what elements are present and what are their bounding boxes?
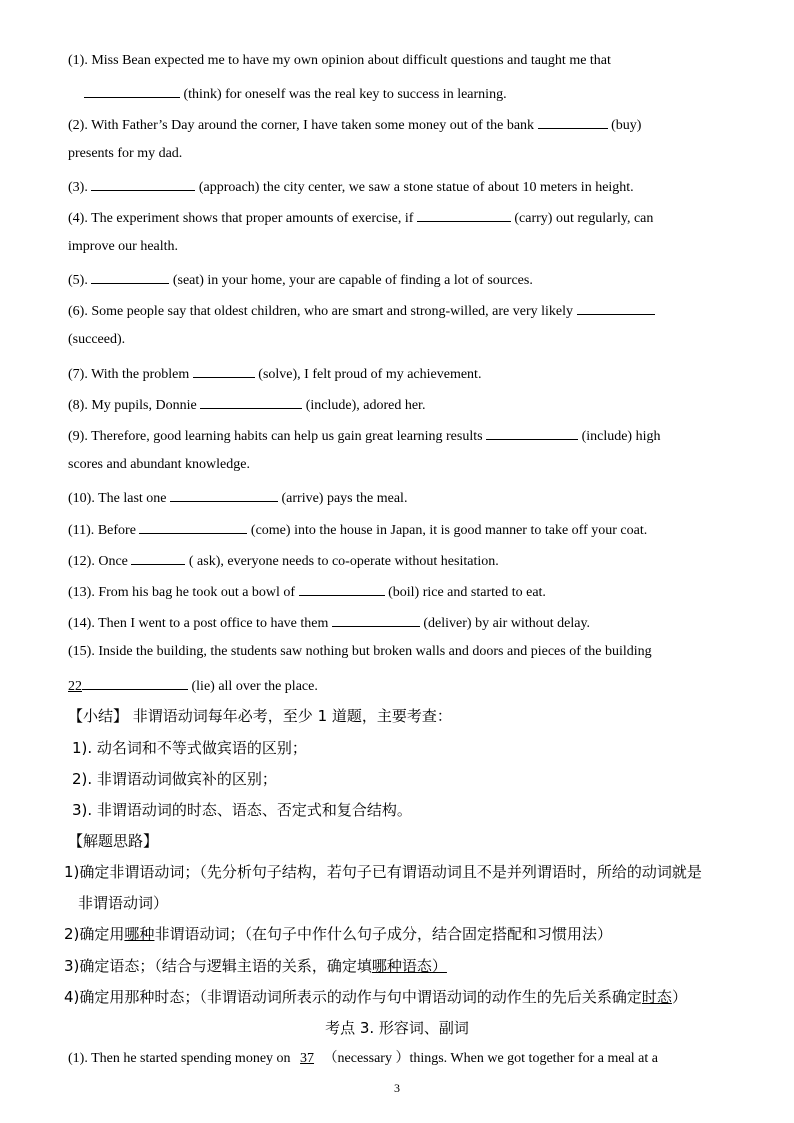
exercise-6-cont (68, 331, 125, 349)
exercise-8 (68, 394, 425, 415)
exercise-1 (68, 52, 611, 70)
exercise-11 (68, 519, 647, 540)
step-text: 非谓语动词；（在句子中作什么句子成分，结合固定搭配和习惯用法） (154, 925, 612, 943)
exercise-text: out regularly, can (555, 211, 654, 226)
exercise-15 (68, 643, 652, 661)
answer-blank[interactable] (538, 114, 608, 129)
exercise-number: (12). (68, 554, 95, 569)
exercise-text: Then he started spending money on (91, 1051, 291, 1066)
exercise-text: improve our health. (68, 239, 179, 254)
verb-hint: (boil) (388, 585, 420, 600)
exercise-text: adored her. (363, 398, 426, 413)
exercise-text: Before (97, 523, 136, 538)
exercise-text: rice and started to eat. (422, 585, 546, 600)
exercise-13 (68, 581, 546, 602)
underlined-term: 哪种语态） (371, 957, 447, 975)
underlined-term: 哪种 (124, 925, 155, 943)
exercise-text: presents for my dad. (68, 146, 183, 161)
exercise-text: With the problem (91, 367, 190, 382)
exercise-text: The experiment shows that proper amounts of exercise, if (91, 211, 414, 226)
verb-hint: (solve), (258, 367, 301, 382)
exercise-number: (13). (68, 585, 95, 600)
verb-hint: (lie) (191, 679, 215, 694)
exercise-number: (8). (68, 398, 88, 413)
answer-blank[interactable] (91, 176, 195, 191)
exercise-text: Then I went to a post office to have them (98, 616, 329, 631)
exercise-15-cont (68, 675, 318, 696)
answer-blank[interactable] (200, 394, 302, 409)
exercise-text: in your home, your are capable of finding a lot of sources. (207, 273, 533, 288)
exercise-3 (68, 176, 634, 197)
section-title: 考点 3. 形容词、副词 (325, 1019, 469, 1037)
verb-hint: (come) (250, 523, 291, 538)
approach-step-1-cont (78, 893, 168, 913)
verb-hint: ( ask), (188, 554, 224, 569)
step-text: 确定非谓语动词；（先分析句子结构，若句子已有谓语动词且不是并列谓语时，所给的动词就是 (79, 863, 702, 881)
exercise-text: From his bag he took out a bowl of (98, 585, 296, 600)
adjective-exercise-1 (68, 1050, 658, 1068)
exercise-14 (68, 612, 590, 633)
answer-blank[interactable] (139, 519, 247, 534)
answer-blank[interactable] (170, 487, 278, 502)
exercise-4-cont (68, 238, 178, 256)
step-number: 1) (64, 863, 80, 881)
step-text: 确定用那种时态；（非谓语动词所表示的动作与句中谓语动词的动作生的先后关系确定 (79, 988, 642, 1006)
verb-hint: (think) (183, 87, 222, 102)
exercise-text: The last one (98, 491, 167, 506)
answer-blank[interactable] (417, 207, 511, 222)
question-number[interactable]: 37 (300, 1051, 315, 1066)
exercise-1-cont (84, 83, 507, 104)
step-number: 3) (64, 957, 80, 975)
exercise-number: (3). (68, 180, 88, 195)
step-text: 非谓语动词） (78, 894, 169, 912)
verb-hint: (buy) (611, 118, 642, 133)
step-number: 4) (64, 988, 80, 1006)
exercise-7 (68, 363, 481, 384)
answer-blank[interactable] (299, 581, 385, 596)
exercise-2-cont (68, 145, 182, 163)
exercise-number: (10). (68, 491, 95, 506)
step-number: 2) (64, 925, 80, 943)
exercise-2 (68, 114, 641, 135)
verb-hint: (include), (305, 398, 360, 413)
exercise-text: With Father’s Day around the corner, I have taken some money out of the bank (91, 118, 535, 133)
approach-step-4 (64, 987, 687, 1007)
exercise-text: I felt proud of my achievement. (304, 367, 482, 382)
exercise-text: Therefore, good learning habits can help us gain great learning results (91, 429, 483, 444)
exercise-text: Once (98, 554, 128, 569)
verb-hint: (seat) (172, 273, 204, 288)
answer-blank[interactable] (332, 612, 420, 627)
exercise-12 (68, 550, 499, 571)
exercise-text: high (635, 429, 661, 444)
summary-item: 3). 非谓语动词的时态、语态、否定式和复合结构。 (72, 801, 412, 819)
step-text: ） (671, 988, 687, 1006)
verb-hint: (include) (581, 429, 633, 444)
exercise-number: (1). (68, 53, 88, 68)
exercise-number: (4). (68, 211, 88, 226)
exercise-number: (14). (68, 616, 95, 631)
exercise-text: by air without delay. (475, 616, 591, 631)
exercise-9 (68, 425, 660, 446)
exercise-number: (7). (68, 367, 88, 382)
step-text: 确定用 (79, 925, 125, 943)
exercise-text: （necessary ）things. When we got together for a meal at a (323, 1051, 658, 1066)
approach-step-1 (64, 862, 702, 882)
summary-heading: 【小结】 (68, 707, 129, 725)
exercise-number: (2). (68, 118, 88, 133)
summary-heading-line (68, 706, 452, 726)
exercise-text: Inside the building, the students saw nothing but broken walls and doors and pieces of the building (98, 644, 652, 659)
exercise-number: (5). (68, 273, 88, 288)
exercise-number: (15). (68, 644, 95, 659)
exercise-text: My pupils, Donnie (91, 398, 197, 413)
exercise-text: into the house in Japan, it is good manner to take off your coat. (294, 523, 648, 538)
exercise-9-cont (68, 456, 250, 474)
exercise-text: all over the place. (218, 679, 318, 694)
exercise-text: for oneself was the real key to success in learning. (225, 87, 507, 102)
answer-blank[interactable] (131, 550, 185, 565)
answer-blank[interactable] (91, 269, 169, 284)
exercise-number: (11). (68, 523, 95, 538)
approach-step-3 (64, 956, 447, 976)
summary-item: 2). 非谓语动词做宾补的区别； (72, 770, 277, 788)
underlined-term: 时态 (641, 988, 672, 1006)
page-number: 3 (394, 1081, 400, 1095)
verb-hint: (succeed). (68, 332, 126, 347)
answer-blank[interactable] (82, 675, 188, 690)
exercise-text: Some people say that oldest children, who are smart and strong-willed, are very likely (91, 304, 574, 319)
verb-hint: (carry) (514, 211, 553, 226)
verb-hint: (arrive) (281, 491, 324, 506)
step-text: 确定语态；（结合与逻辑主语的关系，确定填 (79, 957, 372, 975)
exercise-number: (9). (68, 429, 88, 444)
exercise-10 (68, 487, 407, 508)
verb-hint: (deliver) (423, 616, 472, 631)
exercise-4 (68, 207, 653, 228)
answer-blank[interactable] (486, 425, 578, 440)
answer-blank[interactable] (577, 300, 655, 315)
question-number: 22 (68, 679, 82, 694)
exercise-6 (68, 300, 655, 321)
exercise-number: (1). (68, 1051, 88, 1066)
exercise-text: Miss Bean expected me to have my own opinion about difficult questions and taught me that (91, 53, 611, 68)
exercise-text: everyone needs to co-operate without hesitation. (227, 554, 499, 569)
verb-hint: (approach) (198, 180, 260, 195)
answer-blank[interactable] (193, 363, 255, 378)
summary-intro: 非谓语动词每年必考，至少 1 道题，主要考查： (132, 707, 452, 725)
exercise-text: the city center, we saw a stone statue of about 10 meters in height. (262, 180, 634, 195)
exercise-number: (6). (68, 304, 88, 319)
exercise-text: pays the meal. (326, 491, 408, 506)
approach-heading: 【解题思路】 (68, 832, 159, 850)
summary-item: 1). 动名词和不等式做宾语的区别； (72, 739, 307, 757)
approach-step-2 (64, 924, 612, 944)
answer-blank[interactable] (84, 83, 180, 98)
exercise-text: scores and abundant knowledge. (68, 457, 250, 472)
exercise-5 (68, 269, 533, 290)
